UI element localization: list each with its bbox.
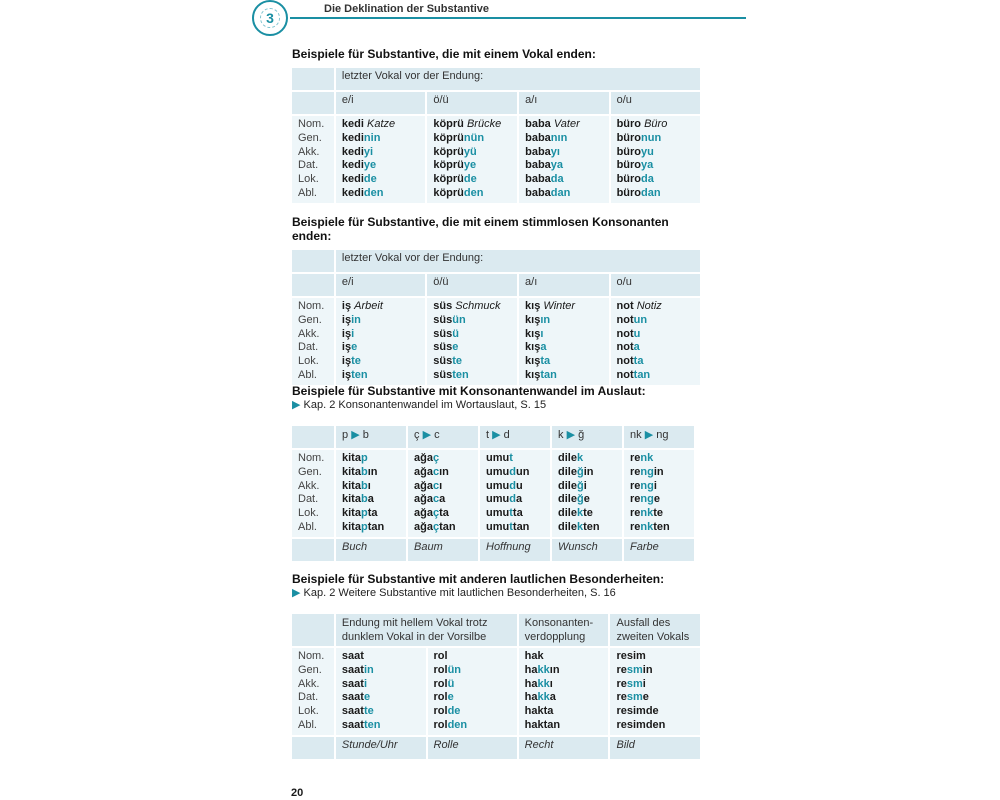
vowel-column-header: e/i xyxy=(336,92,425,114)
declined-form: umuttan xyxy=(486,520,530,533)
section-title: Beispiele für Substantive mit Konsonantenwandel im Auslaut: xyxy=(292,384,646,398)
case-labels xyxy=(292,648,334,735)
declined-form: renkte xyxy=(630,507,664,520)
declined-form: kediyi xyxy=(341,145,374,158)
case-label: Nom. xyxy=(298,118,325,130)
declined-form: renge xyxy=(630,493,660,506)
case-labels xyxy=(292,298,334,385)
page-number: 20 xyxy=(291,787,304,799)
declined-form: süsün xyxy=(433,313,466,326)
translation: Brücke xyxy=(466,118,502,130)
declined-form: resmin xyxy=(616,663,653,676)
declined-form: hakkın xyxy=(524,663,560,676)
vowel-column-header: e/i xyxy=(336,274,425,296)
corner-cell xyxy=(292,274,334,296)
declined-form: renkten xyxy=(630,520,670,533)
declined-form: umudu xyxy=(486,479,523,492)
declension-table xyxy=(290,248,702,387)
case-label: Lok. xyxy=(298,507,319,520)
declension-column xyxy=(519,116,608,203)
declined-form: ağaçta xyxy=(414,507,449,520)
declined-form: köprünün xyxy=(433,131,485,144)
header-light-vowel: Endung mit hellem Vokal trotz dunklem Vokal in der Vorsilbe xyxy=(336,614,517,646)
declined-form: kışa xyxy=(525,341,547,354)
declined-form: dileğe xyxy=(558,493,590,506)
declined-form: işin xyxy=(341,313,361,326)
chapter-reference: ▶ Kap. 2 Weitere Substantive mit lautlichen Besonderheiten, S. 16 xyxy=(292,587,616,599)
corner-cell xyxy=(292,92,334,114)
declined-form: rolü xyxy=(433,677,455,690)
case-label: Akk. xyxy=(298,327,320,340)
case-label: Akk. xyxy=(298,677,320,690)
declension-column xyxy=(336,648,426,735)
declined-form: role xyxy=(433,691,454,704)
declined-form: işten xyxy=(341,368,368,381)
declined-form: köprüde xyxy=(433,173,477,186)
declined-form: nottan xyxy=(616,368,651,381)
declension-column xyxy=(624,450,694,537)
declined-form: babada xyxy=(525,173,564,186)
vowel-column-header: a/ı xyxy=(519,274,609,296)
section-vowel-ending xyxy=(292,47,702,205)
translation: Katze xyxy=(366,118,396,130)
arrow-right-icon: ▶ xyxy=(351,429,360,441)
declined-form: rengi xyxy=(630,479,657,492)
declined-form: saati xyxy=(341,677,368,690)
case-label: Gen. xyxy=(298,313,322,326)
section-voiceless-consonant xyxy=(292,215,702,387)
case-label: Gen. xyxy=(298,465,322,478)
case-label: Gen. xyxy=(298,131,322,144)
case-label: Akk. xyxy=(298,479,320,492)
declined-form: ağaçtan xyxy=(414,520,456,533)
declined-form: resme xyxy=(616,691,649,704)
declined-form: ağacın xyxy=(414,465,449,478)
case-label: Abl. xyxy=(298,718,317,731)
header-consonant-doubling: Konsonanten- verdopplung xyxy=(519,614,609,646)
declined-form: umutta xyxy=(486,507,523,520)
consonant-column-header: k ▶ ğ xyxy=(552,426,622,448)
section-title: Beispiele für Substantive mit anderen lautlichen Besonderheiten: xyxy=(292,572,665,586)
meaning-cell: Hoffnung xyxy=(480,539,550,561)
declined-form: kitabın xyxy=(342,465,378,478)
consonant-change-table xyxy=(290,424,696,563)
header-vowel-drop: Ausfall des zweiten Vokals xyxy=(610,614,700,646)
case-labels xyxy=(292,450,334,537)
declined-form: kışta xyxy=(525,355,551,368)
declension-column xyxy=(480,450,550,537)
declined-form: babaya xyxy=(525,159,564,172)
declension-column xyxy=(611,298,700,385)
case-label: Nom. xyxy=(298,300,325,312)
translation: Vater xyxy=(553,118,580,130)
declined-form: işte xyxy=(341,355,361,368)
declined-form: resimden xyxy=(616,718,666,731)
consonant-column-header: p ▶ b xyxy=(336,426,406,448)
vowel-column-header: o/u xyxy=(611,274,700,296)
case-label: Gen. xyxy=(298,663,322,676)
declined-form: kitabı xyxy=(342,479,371,492)
declined-form: haktan xyxy=(524,718,561,731)
declension-column xyxy=(336,450,406,537)
declined-form: büroya xyxy=(616,159,654,172)
translation: Büro xyxy=(644,118,668,130)
declined-form: babayı xyxy=(525,145,560,158)
section-other-sound-features xyxy=(292,572,702,761)
declined-form: saat xyxy=(341,650,364,662)
declined-form: ağaca xyxy=(414,493,446,506)
declension-column xyxy=(427,116,517,203)
case-label: Lok. xyxy=(298,705,319,718)
translation: Schmuck xyxy=(455,300,501,312)
declension-table xyxy=(290,66,702,205)
declined-form: rolden xyxy=(433,718,468,731)
declension-column xyxy=(336,298,425,385)
declined-form: ağaç xyxy=(414,452,440,464)
meaning-cell: Stunde/Uhr xyxy=(336,737,426,759)
case-label: Nom. xyxy=(298,650,325,662)
declined-form: kedinin xyxy=(341,131,381,144)
declined-form: babadan xyxy=(525,186,571,199)
translation: Winter xyxy=(543,300,576,312)
consonant-column-header: ç ▶ c xyxy=(408,426,478,448)
consonant-column-header: t ▶ d xyxy=(480,426,550,448)
declined-form: kediye xyxy=(341,159,377,172)
declined-form: kitapta xyxy=(342,507,378,520)
nominative-form: süs Schmuck xyxy=(433,300,501,312)
declined-form: saatten xyxy=(341,718,381,731)
corner-cell xyxy=(292,68,334,90)
declined-form: kitaptan xyxy=(342,520,385,533)
declined-form: büronun xyxy=(616,131,662,144)
vowel-column-header: a/ı xyxy=(519,92,608,114)
vowel-column-header: o/u xyxy=(611,92,700,114)
chapter-title: Die Deklination der Substantive xyxy=(324,3,490,15)
declined-form: nota xyxy=(616,341,640,354)
corner-cell xyxy=(292,737,334,759)
declined-form: resmi xyxy=(616,677,646,690)
declension-column xyxy=(428,648,517,735)
declined-form: saatte xyxy=(341,705,374,718)
declined-form: süsten xyxy=(433,368,469,381)
declined-form: umuda xyxy=(486,493,523,506)
declension-column xyxy=(552,450,622,537)
declension-column xyxy=(519,298,609,385)
nominative-form: kış Winter xyxy=(525,300,576,312)
declined-form: kıştan xyxy=(525,368,557,381)
span-header: letzter Vokal vor der Endung: xyxy=(336,250,700,272)
header-rule xyxy=(290,17,746,19)
declined-form: kediden xyxy=(341,186,384,199)
declined-form: kitap xyxy=(342,452,368,464)
corner-cell xyxy=(292,614,334,646)
declined-form: rolün xyxy=(433,663,462,676)
meaning-cell: Wunsch xyxy=(552,539,622,561)
declined-form: resimde xyxy=(616,705,659,718)
arrow-right-icon: ▶ xyxy=(422,429,432,441)
case-label: Dat. xyxy=(298,159,319,172)
declined-form: hakka xyxy=(524,691,556,704)
vowel-column-header: ö/ü xyxy=(427,274,517,296)
declined-form: saatin xyxy=(341,663,374,676)
case-label: Dat. xyxy=(298,493,319,506)
declined-form: dilekte xyxy=(558,507,593,520)
corner-cell xyxy=(292,250,334,272)
arrow-right-icon: ▶ xyxy=(566,429,576,441)
declined-form: süse xyxy=(433,341,459,354)
case-label: Abl. xyxy=(298,520,317,533)
arrow-right-icon: ▶ xyxy=(292,587,301,599)
case-label: Abl. xyxy=(298,186,317,199)
section-title: Beispiele für Substantive, die mit einem stimmlosen Konsonanten enden: xyxy=(292,215,669,243)
declined-form: notta xyxy=(616,355,644,368)
nominative-form: köprü Brücke xyxy=(433,118,502,130)
nominative-form: büro Büro xyxy=(616,118,668,130)
case-label: Dat. xyxy=(298,691,319,704)
meaning-cell: Farbe xyxy=(624,539,694,561)
corner-cell xyxy=(292,539,334,561)
declined-form: büroda xyxy=(616,173,654,186)
meaning-cell: Bild xyxy=(610,737,700,759)
declined-form: hakkı xyxy=(524,677,553,690)
declension-column xyxy=(519,648,609,735)
declined-form: büroyu xyxy=(616,145,654,158)
chapter-header xyxy=(252,0,746,40)
meaning-cell: Rolle xyxy=(428,737,517,759)
declined-form: umut xyxy=(486,452,513,464)
meaning-cell: Buch xyxy=(336,539,406,561)
case-label: Abl. xyxy=(298,368,317,381)
declined-form: dilek xyxy=(558,452,584,464)
arrow-right-icon: ▶ xyxy=(644,429,654,441)
declined-form: kışı xyxy=(525,327,544,340)
declined-form: kışın xyxy=(525,313,551,326)
declined-form: köprüye xyxy=(433,159,477,172)
declined-form: babanın xyxy=(525,131,568,144)
declined-form: süsü xyxy=(433,327,459,340)
corner-cell xyxy=(292,426,334,448)
declension-column xyxy=(427,298,517,385)
declined-form: rol xyxy=(433,650,448,662)
translation: Notiz xyxy=(636,300,662,312)
case-label: Akk. xyxy=(298,145,320,158)
declined-form: dilekten xyxy=(558,520,600,533)
nominative-form: kedi Katze xyxy=(341,118,396,130)
chapter-reference: ▶ Kap. 2 Konsonantenwandel im Wortauslaut, S. 15 xyxy=(292,399,547,411)
declined-form: işi xyxy=(341,327,355,340)
declined-form: süste xyxy=(433,355,462,368)
translation: Arbeit xyxy=(354,300,383,312)
case-label: Dat. xyxy=(298,341,319,354)
chapter-badge xyxy=(252,0,288,36)
declined-form: notu xyxy=(616,327,641,340)
declined-form: dileği xyxy=(558,479,587,492)
meaning-cell: Recht xyxy=(519,737,609,759)
span-header: letzter Vokal vor der Endung: xyxy=(336,68,700,90)
declension-column xyxy=(336,116,425,203)
declension-column xyxy=(408,450,478,537)
declined-form: renk xyxy=(630,452,654,464)
nominative-form: not Notiz xyxy=(616,300,662,312)
declension-column xyxy=(611,116,700,203)
declined-form: notun xyxy=(616,313,648,326)
declined-form: köprüden xyxy=(433,186,484,199)
declined-form: kedide xyxy=(341,173,377,186)
section-consonant-change xyxy=(292,384,702,563)
nominative-form: baba Vater xyxy=(525,118,580,130)
declined-form: köprüyü xyxy=(433,145,477,158)
declined-form: hak xyxy=(524,650,544,662)
arrow-right-icon: ▶ xyxy=(492,429,501,441)
declined-form: resim xyxy=(616,650,646,662)
consonant-column-header: nk ▶ ng xyxy=(624,426,694,448)
case-label: Lok. xyxy=(298,355,319,368)
declined-form: ağacı xyxy=(414,479,443,492)
declined-form: saate xyxy=(341,691,371,704)
section-title: Beispiele für Substantive, die mit einem Vokal enden: xyxy=(292,47,596,61)
arrow-right-icon: ▶ xyxy=(292,399,301,411)
declined-form: dileğin xyxy=(558,465,594,478)
declined-form: bürodan xyxy=(616,186,661,199)
case-label: Nom. xyxy=(298,452,325,464)
declined-form: rengin xyxy=(630,465,664,478)
case-labels xyxy=(292,116,334,203)
special-cases-table xyxy=(290,612,702,761)
case-label: Lok. xyxy=(298,173,319,186)
declined-form: hakta xyxy=(524,705,554,718)
nominative-form: iş Arbeit xyxy=(341,300,383,312)
declined-form: umudun xyxy=(486,465,530,478)
chapter-number: 3 xyxy=(260,8,280,28)
declension-column xyxy=(610,648,700,735)
meaning-cell: Baum xyxy=(408,539,478,561)
vowel-column-header: ö/ü xyxy=(427,92,517,114)
declined-form: kitaba xyxy=(342,493,374,506)
declined-form: rolde xyxy=(433,705,461,718)
declined-form: işe xyxy=(341,341,358,354)
